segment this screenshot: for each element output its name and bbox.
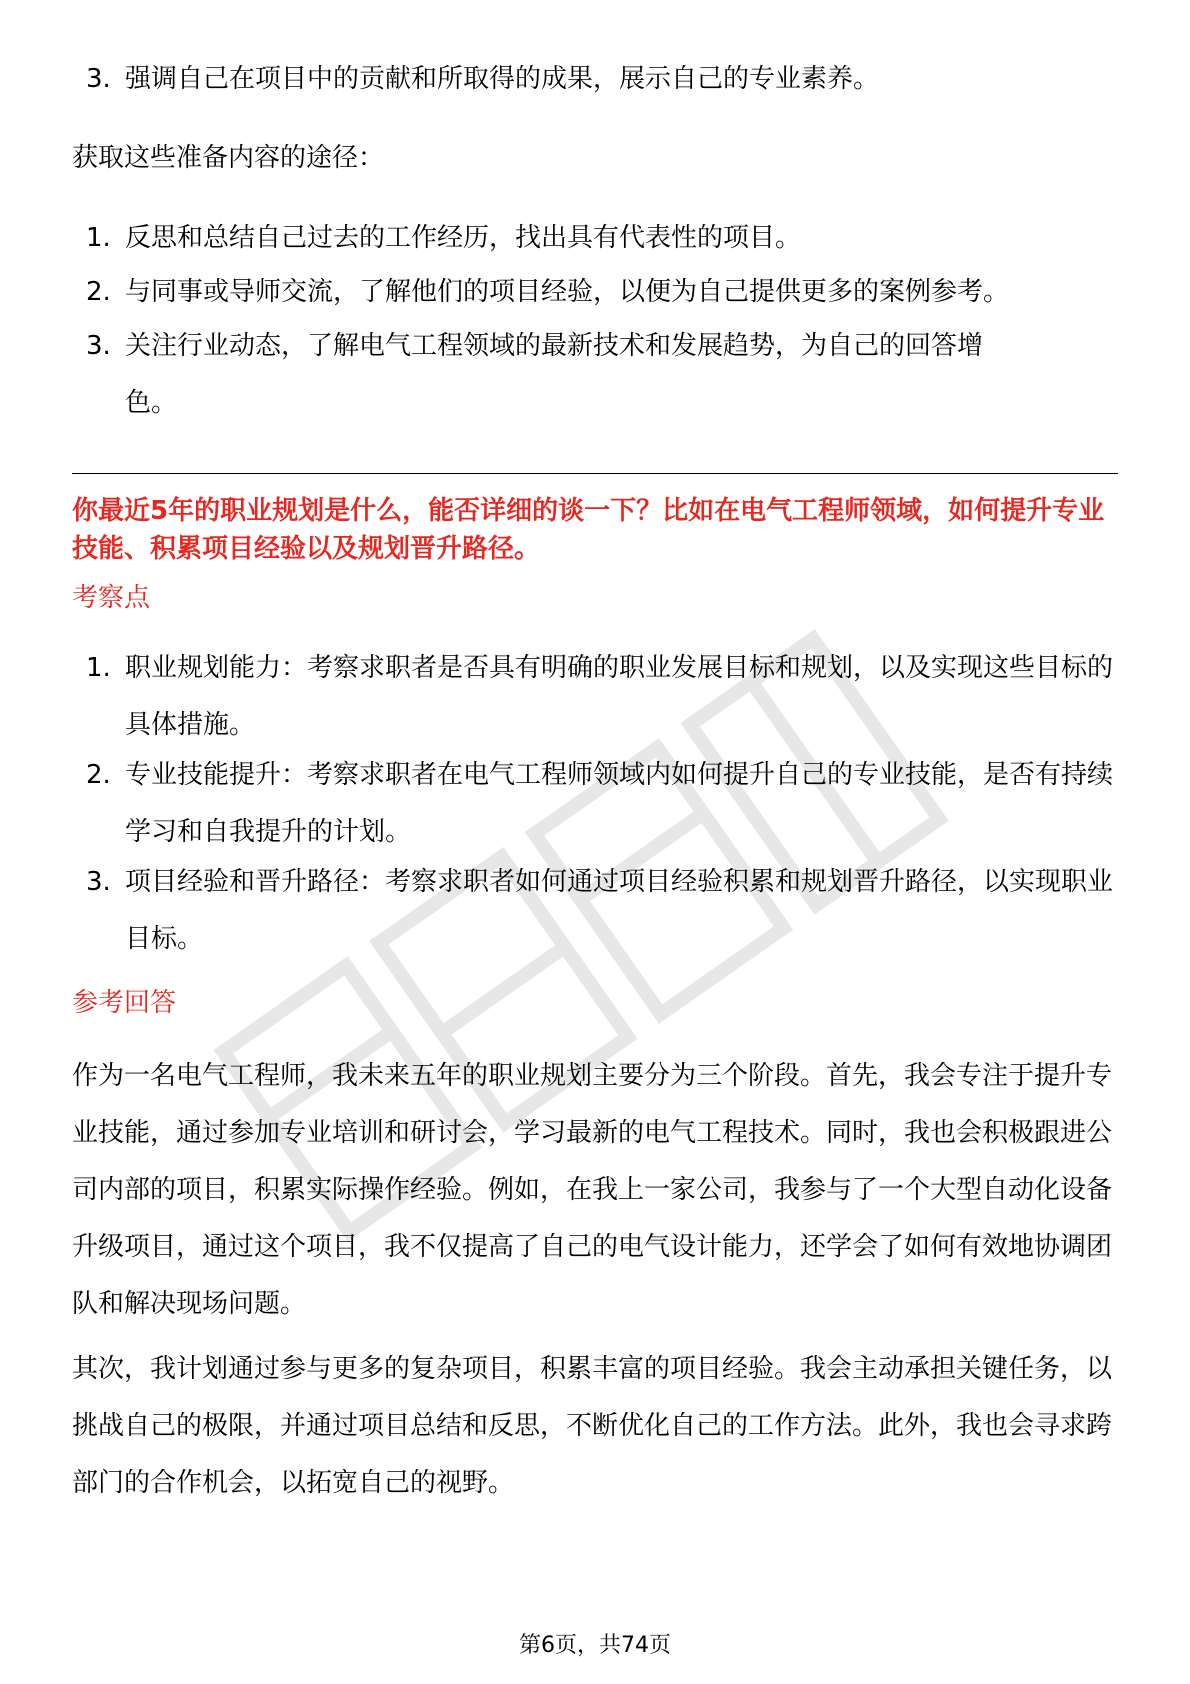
- list-number: 2.: [86, 760, 111, 790]
- list-number: 3.: [86, 331, 111, 361]
- answer-paragraph: 作为一名电气工程师，我未来五年的职业规划主要分为三个阶段。首先，我会专注于提升专业技能，通过参加专业培训和研讨会，学习最新的电气工程技术。同时，我也会积极跟进公司内部的项目，积累实际操作经验。例如，在我上一家公司，我参与了一个大型自动化设备升级项目，通过这个项目，我不仅提高了自己的电气设计能力，还学会了如何有效地协调团队和解决现场问题。: [72, 1061, 1113, 1319]
- question-title: 你最近5年的职业规划是什么，能否详细的谈一下？比如在电气工程师领域，如何提升专业技能、积累项目经验以及规划晋升路径。: [72, 496, 1105, 564]
- list-number: 3.: [86, 64, 111, 94]
- answer-heading: 参考回答: [72, 988, 177, 1018]
- list-text: 专业技能提升：考察求职者在电气工程师领域内如何提升自己的专业技能，是否有持续学习和自我提升的计划。: [125, 760, 1114, 847]
- list-text: 强调自己在项目中的贡献和所取得的成果，展示自己的专业素养。: [125, 64, 880, 94]
- list-item: [72, 854, 1118, 968]
- list-item: [72, 210, 1118, 267]
- list-item: [72, 747, 1118, 861]
- list-number: 3.: [86, 867, 111, 897]
- list-number: 1.: [86, 653, 111, 683]
- list-item: [72, 318, 1032, 432]
- list-text: 职业规划能力：考察求职者是否具有明确的职业发展目标和规划，以及实现这些目标的具体措施。: [125, 653, 1114, 740]
- list-number: 2.: [86, 277, 111, 307]
- list-text: 与同事或导师交流，了解他们的项目经验，以便为自己提供更多的案例参考。: [125, 277, 1010, 307]
- list-item: [72, 51, 1118, 108]
- list-item: [72, 640, 1118, 754]
- answer-paragraph: 其次，我计划通过参与更多的复杂项目，积累丰富的项目经验。我会主动承担关键任务，以挑战自己的极限，并通过项目总结和反思，不断优化自己的工作方法。此外，我也会寻求跨部门的合作机会，以拓宽自己的视野。: [72, 1354, 1113, 1498]
- list-text: 项目经验和晋升路径：考察求职者如何通过项目经验积累和规划晋升路径，以实现职业目标。: [125, 867, 1114, 954]
- document-page: [72, 0, 1118, 1684]
- sources-intro: 获取这些准备内容的途径：: [72, 143, 385, 173]
- exam-points-heading: 考察点: [72, 583, 151, 613]
- list-text: 关注行业动态，了解电气工程领域的最新技术和发展趋势，为自己的回答增色。: [125, 331, 984, 418]
- section-divider: [72, 473, 1118, 474]
- list-text: 反思和总结自己过去的工作经历，找出具有代表性的项目。: [125, 223, 802, 253]
- list-number: 1.: [86, 223, 111, 253]
- page-number: 第6页，共74页: [519, 1633, 671, 1658]
- list-item: [72, 264, 1118, 321]
